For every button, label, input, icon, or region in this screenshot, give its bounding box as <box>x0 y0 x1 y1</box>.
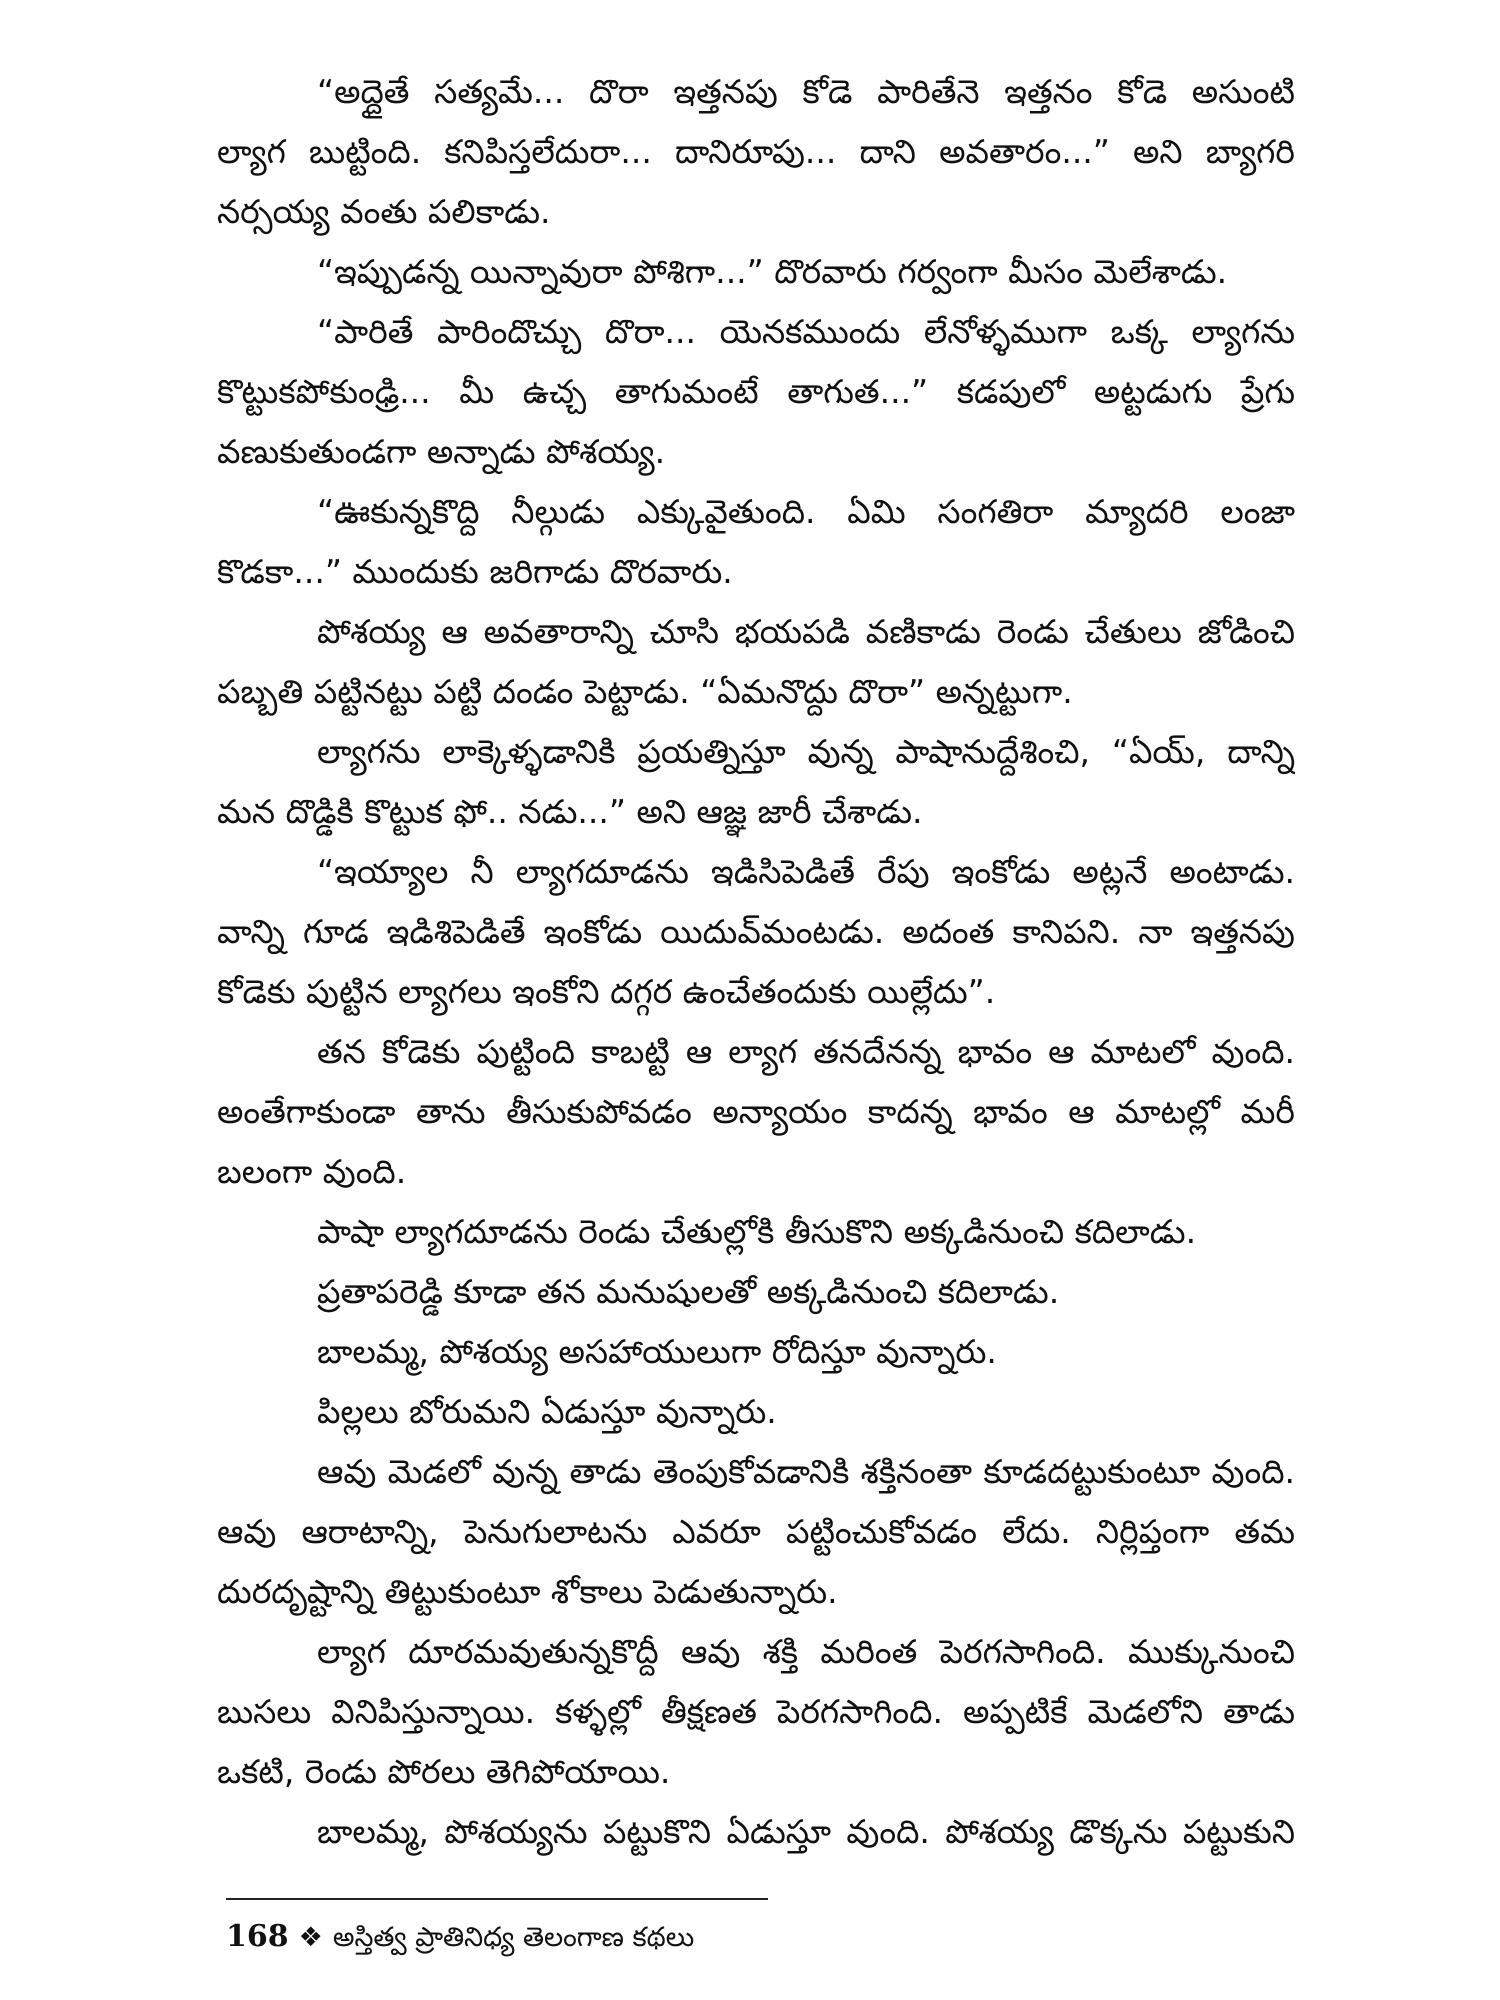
text-line: కొట్టుకపోకుంఢ్రి... మీ ఉచ్చ తాగుమంటే తాగుత...” కడపులో అట్టడుగు ప్రేగు <box>217 372 1295 411</box>
text-line: అంతేగాకుండా తాను తీసుకుపోవడం అన్యాయం కాదన్న భావం ఆ మాటల్లో మరీ <box>217 1092 1295 1131</box>
text-line: ఆవు ఆరాటాన్ని, పెనుగులాటను ఎవరూ పట్టించుకోవడం లేదు. నిర్లిప్తంగా తమ <box>217 1512 1295 1551</box>
text-line: బాలమ్మ, పోశయ్య అసహాయులుగా రోదిస్తూ వున్నారు. <box>317 1332 997 1371</box>
text-line: తన కోడెకు పుట్టింది కాబట్టి ఆ ల్యాగ తనదేనన్న భావం ఆ మాటలో వుంది. <box>317 1032 1295 1071</box>
text-line: బాలమ్మ, పోశయ్యను పట్టుకొని ఏడుస్తూ వుంది. పోశయ్య డొక్కను పట్టుకుని <box>317 1812 1295 1851</box>
text-line: పబ్బతి పట్టినట్టు పట్టి దండం పెట్టాడు. “ఏమనొద్దు దొరా” అన్నట్టుగా. <box>217 672 1073 711</box>
text-line: కొడకా...” ముందుకు జరిగాడు దొరవారు. <box>217 552 733 591</box>
page-number: 168 <box>226 1919 289 1954</box>
text-line: పాషా ల్యాగదూడను రెండు చేతుల్లోకి తీసుకొని అక్కడినుంచి కదిలాడు. <box>317 1212 1197 1251</box>
text-line: ఆవు మెడలో వున్న తాడు తెంపుకోవడానికి శక్తినంతా కూడదట్టుకుంటూ వుంది. <box>317 1452 1295 1491</box>
text-line: వణుకుతుండగా అన్నాడు పోశయ్య. <box>217 432 666 471</box>
book-title: అస్తిత్వ ప్రాతినిధ్య తెలంగాణ కథలు <box>332 1922 695 1953</box>
text-line: బుసలు వినిపిస్తున్నాయి. కళ్ళల్లో తీక్షణత పెరగసాగింది. అప్పటికే మెడలోని తాడు <box>217 1692 1295 1731</box>
text-line: “ఊకున్నకొద్ది నీల్గుడు ఎక్కువైతుంది. ఏమి సంగతిరా మ్యాదరి లంజా <box>317 492 1295 531</box>
text-line: కోడెకు పుట్టిన ల్యాగలు ఇంకోని దగ్గర ఉంచేతందుకు యిల్లేదు”. <box>217 972 996 1011</box>
text-line: ల్యాగను లాక్కెళ్ళడానికి ప్రయత్నిస్తూ వున్న పాషానుద్దేశించి, “ఏయ్, దాన్ని <box>317 732 1295 771</box>
text-line: మన దొడ్డికి కొట్టుక ఫో.. నడు...” అని ఆజ్ఞ జారీ చేశాడు. <box>217 792 923 831</box>
text-line: బలంగా వుంది. <box>217 1152 407 1191</box>
text-line: వాన్ని గూడ ఇడిశిపెడితే ఇంకోడు యిదువ్‌మంటడు. అదంత కానిపని. నా ఇత్తనపు <box>217 912 1295 951</box>
text-line: “ఇయ్యాల నీ ల్యాగదూడను ఇడిసిపెడితే రేపు ఇంకోడు అట్లనే అంటాడు. <box>317 852 1295 891</box>
text-line: “ఇప్పుడన్న యిన్నావురా పోశిగా...” దొరవారు గర్వంగా మీసం మెలేశాడు. <box>317 252 1228 291</box>
text-line: ప్రతాపరెడ్డి కూడా తన మనుషులతో అక్కడినుంచి కదిలాడు. <box>317 1272 1060 1311</box>
text-line: ఒకటి, రెండు పోరలు తెగిపోయాయి. <box>217 1752 671 1791</box>
text-line: పిల్లలు బోరుమని ఏడుస్తూ వున్నారు. <box>317 1392 777 1431</box>
text-line: పోశయ్య ఆ అవతారాన్ని చూసి భయపడి వణికాడు రెండు చేతులు జోడించి <box>317 612 1295 651</box>
text-line: “అద్దైతే సత్యమే... దొరా ఇత్తనపు కోడె పారితేనె ఇత్తనం కోడె అసుంటి <box>317 72 1295 111</box>
text-line: ల్యాగ దూరమవుతున్నకొద్దీ ఆవు శక్తి మరింత పెరగసాగింది. ముక్కునుంచి <box>317 1632 1295 1671</box>
page-footer <box>226 1915 694 1960</box>
footer-rule <box>226 1898 768 1900</box>
ornament-icon: ❖ <box>298 1922 323 1953</box>
text-line: ల్యాగ బుట్టింది. కనిపిస్తలేదురా... దానిరూపు... దాని అవతారం...” అని బ్యాగరి <box>217 132 1295 171</box>
text-line: “పారితే పారిందొచ్చు దొరా... యెనకముందు లేనోళ్ళముగా ఒక్క ల్యాగను <box>317 312 1295 351</box>
text-line: దురదృష్టాన్ని తిట్టుకుంటూ శోకాలు పెడుతున్నారు. <box>217 1572 838 1611</box>
page-body <box>217 62 1295 1862</box>
text-line: నర్సయ్య వంతు పలికాడు. <box>217 192 551 231</box>
